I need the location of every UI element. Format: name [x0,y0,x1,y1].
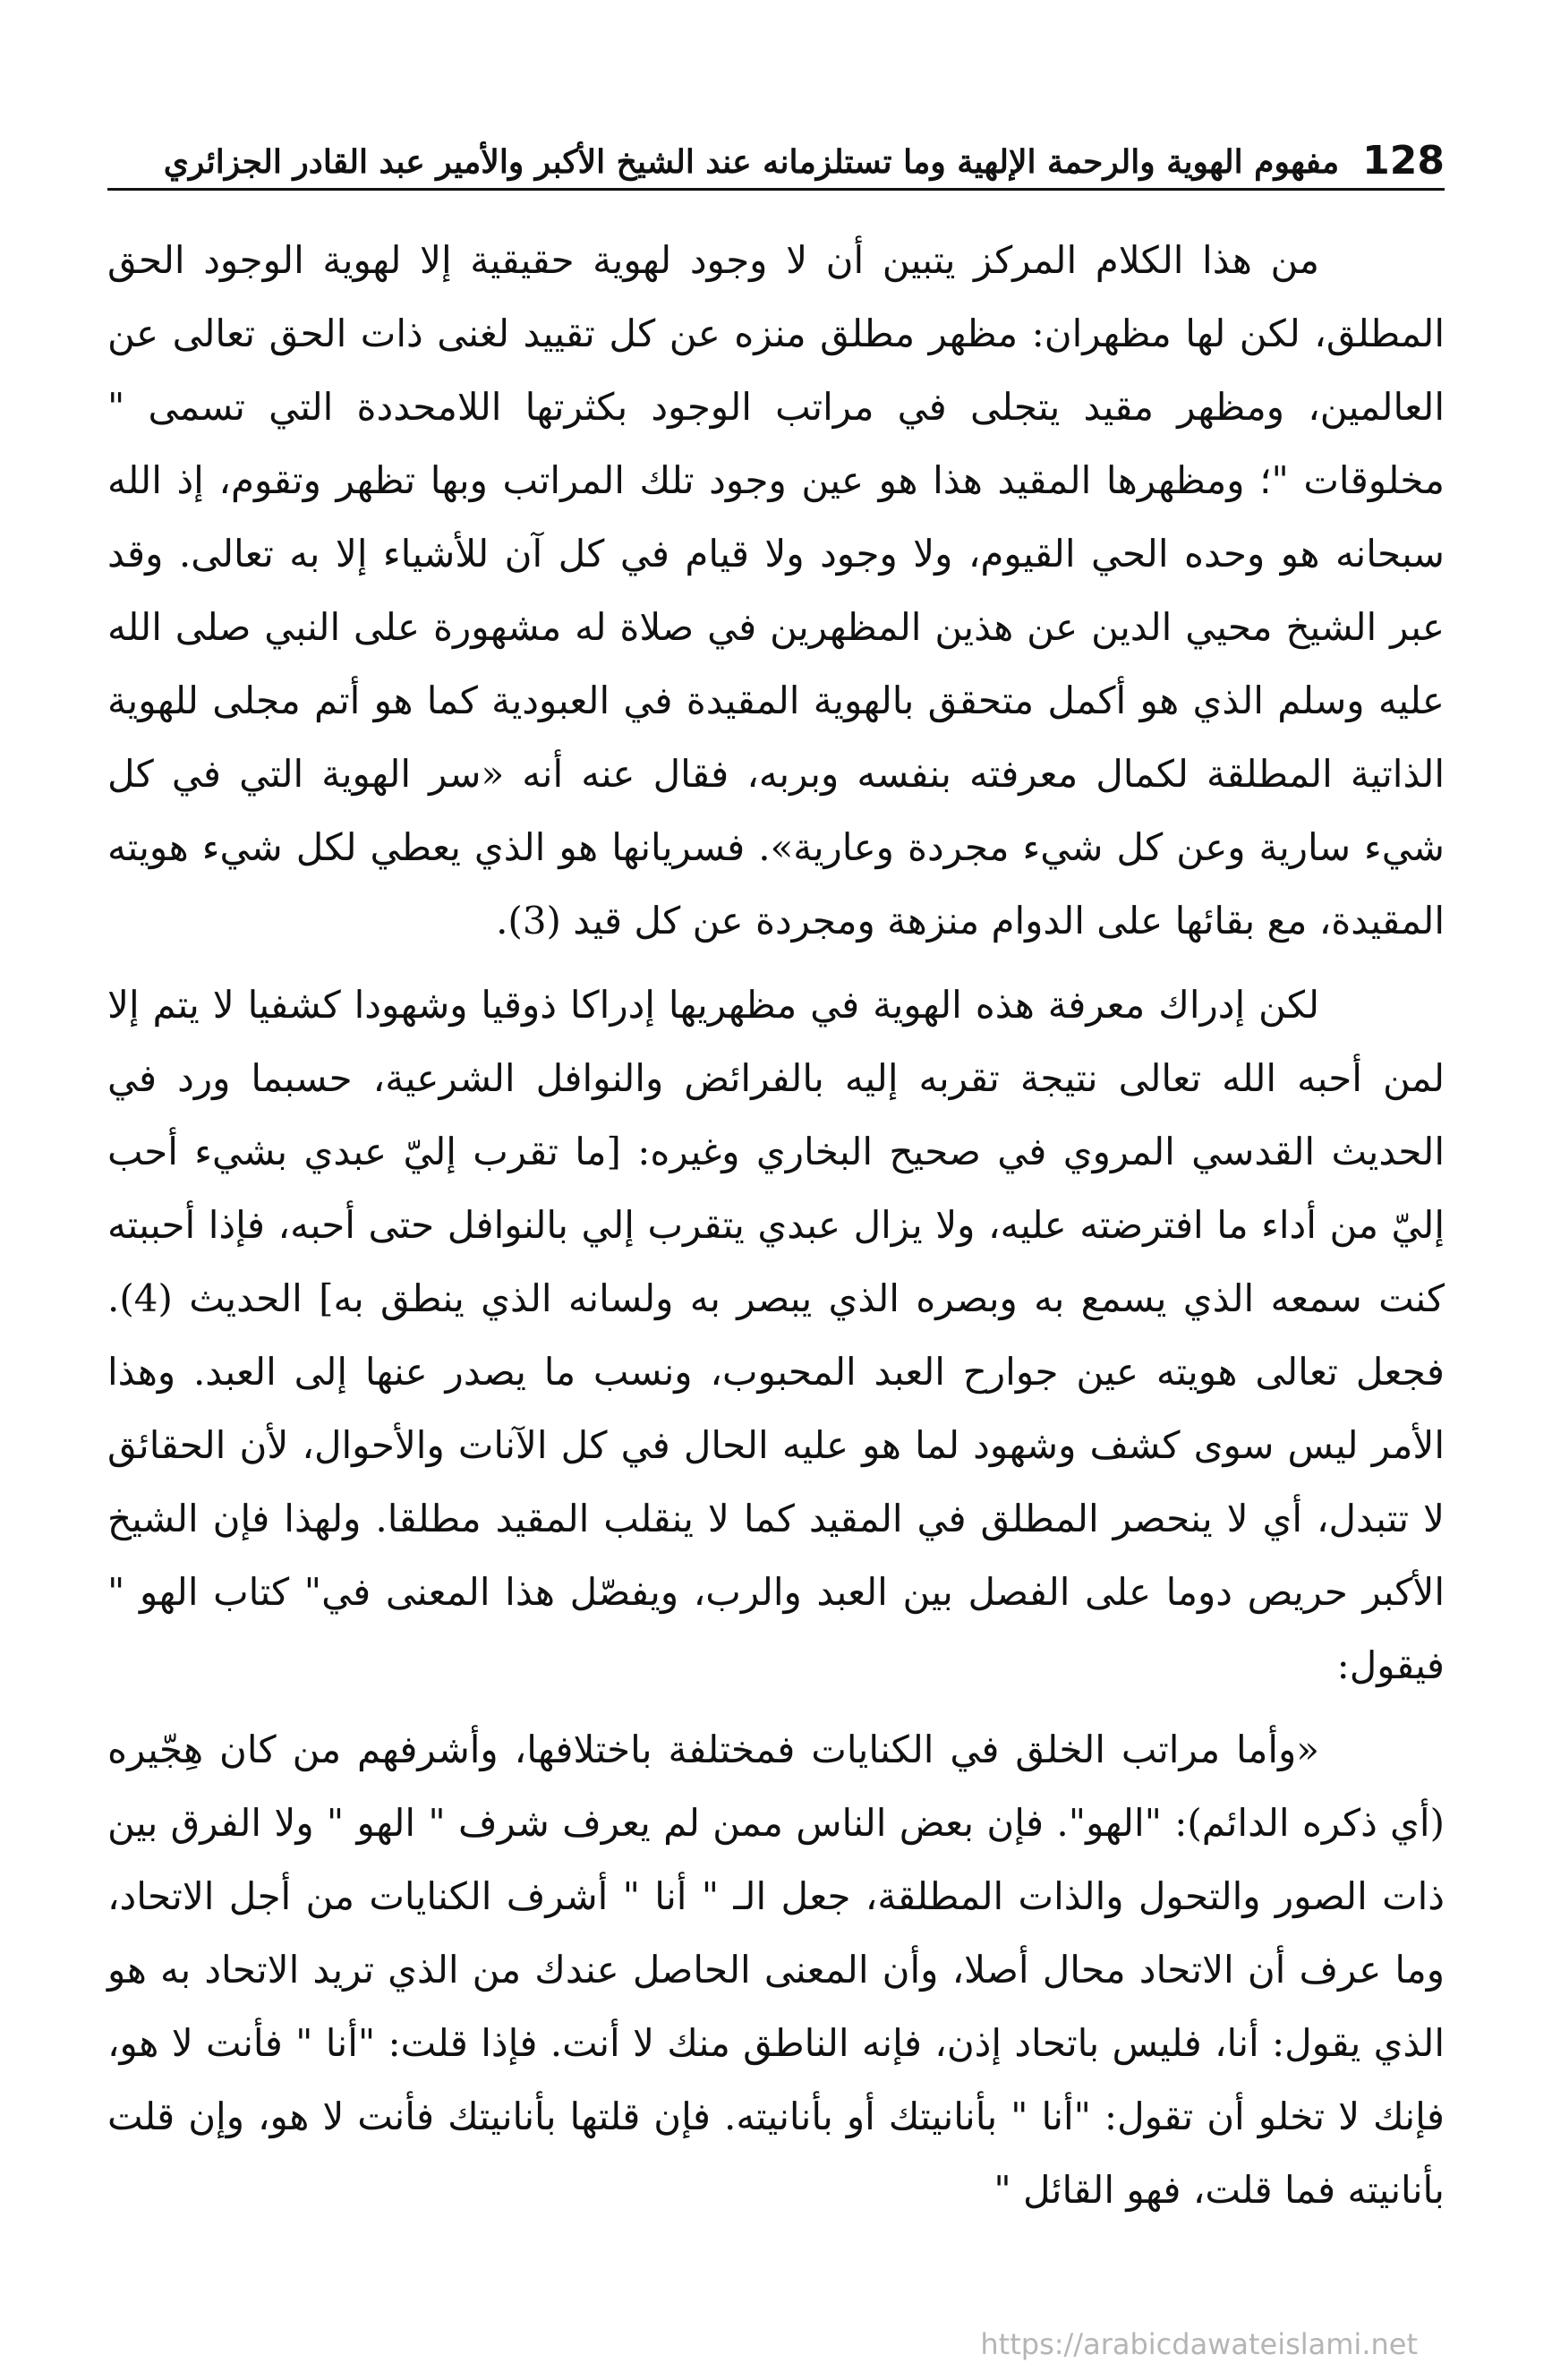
page-header [107,100,1445,181]
header-rule [107,188,1445,191]
body-text [107,224,1445,2227]
running-title: مفهوم الهوية والرحمة الإلهية وما تستلزمانه عند الشيخ الأكبر والأمير عبد القادر الجزائري [163,142,1340,181]
book-page [107,54,1445,2345]
paragraph: «وأما مراتب الخلق في الكنايات فمختلفة باختلافها، وأشرفهم من كان هِجّيره (أي ذكره الدائم): "الهو". فإن بعض الناس ممن لم يعرف شرف " الهو " ولا الفرق بين ذات الصور والتحول والذات المطلقة، جعل الـ " أنا " أشرف الكنايات من أجل الاتحاد، وما عرف أن الاتحاد محال أصلا، وأن المعنى الحاصل عندك من الذي تريد الاتحاد به هو الذي يقول: أنا، فليس باتحاد إذن، فإنه الناطق منك لا أنت. فإذا قلت: "أنا " فأنت لا هو، فإنك لا تخلو أن تقول: "أنا " بأنانيتك أو بأنانيته. فإن قلتها بأنانيتك فأنت لا هو، وإن قلت بأنانيته فما قلت، فهو القائل " [107,1727,1445,2212]
paragraph: لكن إدراك معرفة هذه الهوية في مظهريها إدراكا ذوقيا وشهودا كشفيا لا يتم إلا لمن أحبه الله تعالى نتيجة تقربه إليه بالفرائض والنوافل الشرعية، حسبما ورد في الحديث القدسي المروي في صحيح البخاري وغيره: [ما تقرب إليّ عبدي بشيء أحب إليّ من أداء ما افترضته عليه، ولا يزال عبدي يتقرب إلي بالنوافل حتى أحبه، فإذا أحببته كنت سمعه الذي يسمع به وبصره الذي يبصر به ولسانه الذي ينطق به] الحديث (4). فجعل تعالى هويته عين جوارح العبد المحبوب، ونسب ما يصدر عنها إلى العبد. وهذا الأمر ليس سوى كشف وشهود لما هو عليه الحال في كل الآنات والأحوال، لأن الحقائق لا تتبدل، أي لا ينحصر المطلق في المقيد كما لا ينقلب المقيد مطلقا. ولهذا فإن الشيخ الأكبر حريص دوما على الفصل بين العبد والرب، ويفصّل هذا المعنى في" كتاب الهو " فيقول: [107,983,1445,1687]
page-number: 128 [1362,138,1445,183]
paragraph: من هذا الكلام المركز يتبين أن لا وجود لهوية حقيقية إلا لهوية الوجود الحق المطلق، لكن لها مظهران: مظهر مطلق منزه عن كل تقييد لغنى ذات الحق تعالى عن العالمين، ومظهر مقيد يتجلى في مراتب الوجود بكثرتها اللامحددة التي تسمى " مخلوقات "؛ ومظهرها المقيد هذا هو عين وجود تلك المراتب وبها تظهر وتقوم، إذ الله سبحانه هو وحده الحي القيوم، ولا وجود ولا قيام في كل آن للأشياء إلا به تعالى. وقد عبر الشيخ محيي الدين عن هذين المظهرين في صلاة له مشهورة على النبي صلى الله عليه وسلم الذي هو أكمل متحقق بالهوية المقيدة في العبودية كما هو أتم مجلى للهوية الذاتية المطلقة لكمال معرفته بنفسه وبربه، فقال عنه أنه «سر الهوية التي في كل شيء سارية وعن كل شيء مجردة وعارية». فسريانها هو الذي يعطي لكل شيء هويته المقيدة، مع بقائها على الدوام منزهة ومجردة عن كل قيد (3). [107,238,1445,943]
watermark-url: https://arabicdawateislami.net [980,2327,1418,2361]
